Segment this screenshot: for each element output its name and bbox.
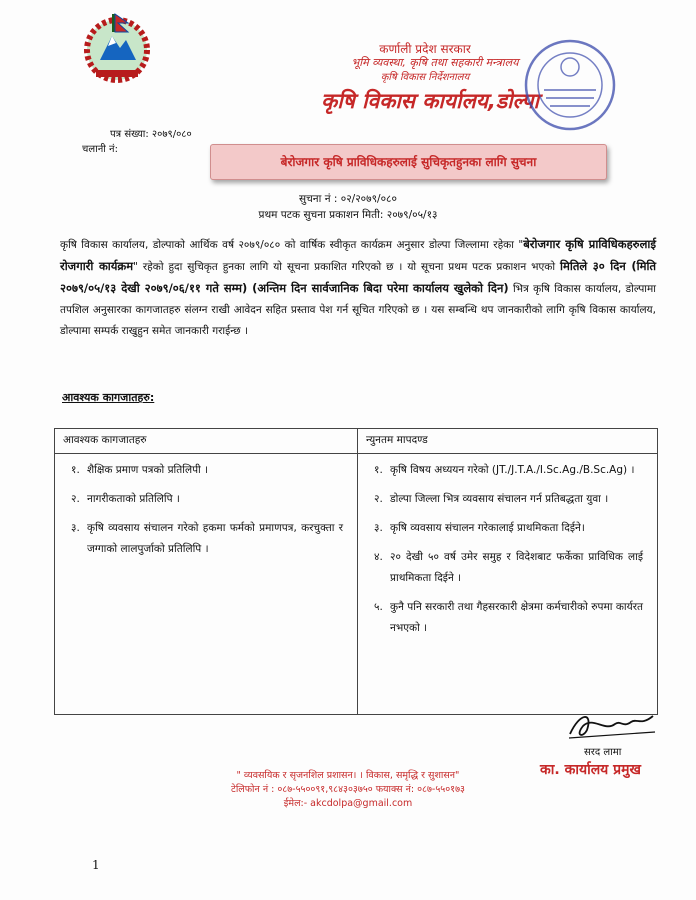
list-item-text: नागरीकताको प्रतिलिपि । [87, 493, 180, 505]
list-item-number: ५. [374, 601, 383, 613]
list-item-text: कृषि विषय अध्ययन गरेको (JT./J.T.A./I.Sc.Ag./B.Sc.Ag) । [390, 464, 635, 476]
list-item [71, 489, 343, 510]
list-item [374, 597, 643, 639]
list-item-text: कृषि व्यवसाय संचालन गरेकालाई प्राथमिकता दिईने। [390, 522, 585, 534]
requirements-table [54, 428, 658, 715]
nepal-emblem-icon [78, 10, 156, 84]
notice-body-part3: भित्र कृषि विकास कार्यालय, डोल्पामा तपशिल अनुसारका कागजातहरु संलग्न राखी आवेदन सहित प्रस्ताव पेश गर्न सूचित गरिएको छ । यस सम्बन्धि थप जानकारीको लागि कृषि विकास कार्यालय, डोल्पामा सम्पर्क राखुहुन समेत जानकारी गराईन्छ । [60, 283, 657, 337]
table-header-row [55, 429, 658, 454]
deadline-text: मितिले ३० दिन (मिति २०७९/०५/१३ देखी २०७९/०६/११ गते सम्म) (अन्तिम दिन सार्वजानिक बिदा परेमा कार्यालय खुलेको दिन) [60, 259, 657, 295]
signatory-name: सरद लामा [584, 747, 622, 758]
list-item-text: कृषि व्यवसाय संचालन गरेको हकमा फर्मको प्रमाणपत्र, करचुक्ता र जग्गाको लालपुर्जाको प्रतिलिपि । [87, 522, 343, 555]
notice-body-part2: " रहेको हुदा सुचिकृत हुनका लागि यो सूचना प्रकाशित गरिएको छ । यो सूचना प्रथम पटक प्रकाशन भएको [133, 261, 556, 273]
col-header-criteria: न्युनतम मापदण्ड [358, 429, 658, 454]
table-row [55, 454, 658, 715]
office-stamp-icon [520, 35, 620, 135]
header-ministry: भूमि व्यवस्था, कृषि तथा सहकारी मन्त्रालय [351, 56, 519, 69]
documents-list [55, 454, 357, 560]
notice-number: सुचना नं : ०२/२०७९/०८० [299, 193, 397, 205]
list-item [374, 489, 643, 510]
col-header-documents: आवश्यक कागजातहरु [55, 429, 358, 454]
footer-phone: टेलिफोन नं : ०८७-५५००९१,९८४३०३७५० फयाक्स नं: ०८७-५५०१७३ [231, 784, 465, 795]
header-office-name: कृषि विकास कार्यालय,डोल्पा [321, 89, 539, 113]
criteria-list [358, 454, 657, 639]
notice-title-banner: बेरोजगार कृषि प्राविधिकहरुलाई सुचिकृतहुनका लागि सुचना [210, 144, 607, 180]
dispatch-number: चलानी नं: [82, 144, 118, 155]
list-item [71, 518, 343, 560]
list-item-text: २० देखी ५० वर्ष उमेर समुह र विदेशबाट फर्केका प्राविधिक लाई प्राथमिकता दिईने । [390, 551, 643, 584]
list-item-text: शैक्षिक प्रमाण पत्रको प्रतिलिपी । [87, 464, 209, 476]
header-province: कर्णाली प्रदेश सरकार [379, 42, 471, 56]
signatory-title: का. कार्यालय प्रमुख [540, 762, 641, 778]
page-number: 1 [92, 858, 100, 872]
list-item-number: ३. [374, 522, 383, 534]
list-item [374, 460, 643, 481]
publication-date: प्रथम पटक सुचना प्रकाशन मिती: २०७९/०५/१३ [258, 209, 438, 221]
list-item-number: १. [71, 464, 80, 476]
notice-body-part1: कृषि विकास कार्यालय, डोल्पाको आर्थिक वर्ष २०७९/०८० को वार्षिक स्वीकृत कार्यक्रम अनुसार डोल्पा जिल्लामा रहेका " [60, 239, 524, 251]
notice-body [60, 234, 656, 342]
list-item-number: ४. [374, 551, 383, 563]
list-item [374, 518, 643, 539]
list-item-number: २. [71, 493, 80, 505]
list-item-number: ३. [71, 522, 80, 534]
documents-cell [55, 454, 358, 715]
reference-number: पत्र संख्या: २०७९/०८० [110, 129, 192, 140]
footer-slogan: " व्यवसयिक र सृजनशिल प्रशासन। । विकास, समृद्धि र सुशासन" [236, 770, 460, 781]
list-item [71, 460, 343, 481]
list-item [374, 547, 643, 589]
signature-icon [565, 708, 660, 742]
list-item-number: १. [374, 464, 383, 476]
criteria-cell [358, 454, 658, 715]
required-documents-heading: आवश्यक कागजातहरु: [62, 391, 155, 404]
list-item-text: डोल्पा जिल्ला भित्र व्यवसाय संचालन गर्न प्रतिबद्धता युवा । [390, 493, 609, 505]
list-item-number: २. [374, 493, 383, 505]
header-directorate: कृषि विकास निर्देशनालय [380, 72, 470, 83]
list-item-text: कुनै पनि सरकारी तथा गैहसरकारी क्षेत्रमा कर्मचारीको रुपमा कार्यरत नभएको । [390, 601, 643, 634]
program-name: बेरोजगार कृषि प्राविधिकहरुलाई रोजगारी कार्यक्रम [60, 237, 656, 273]
footer-email: ईमेल:- akcdolpa@gmail.com [283, 798, 413, 809]
